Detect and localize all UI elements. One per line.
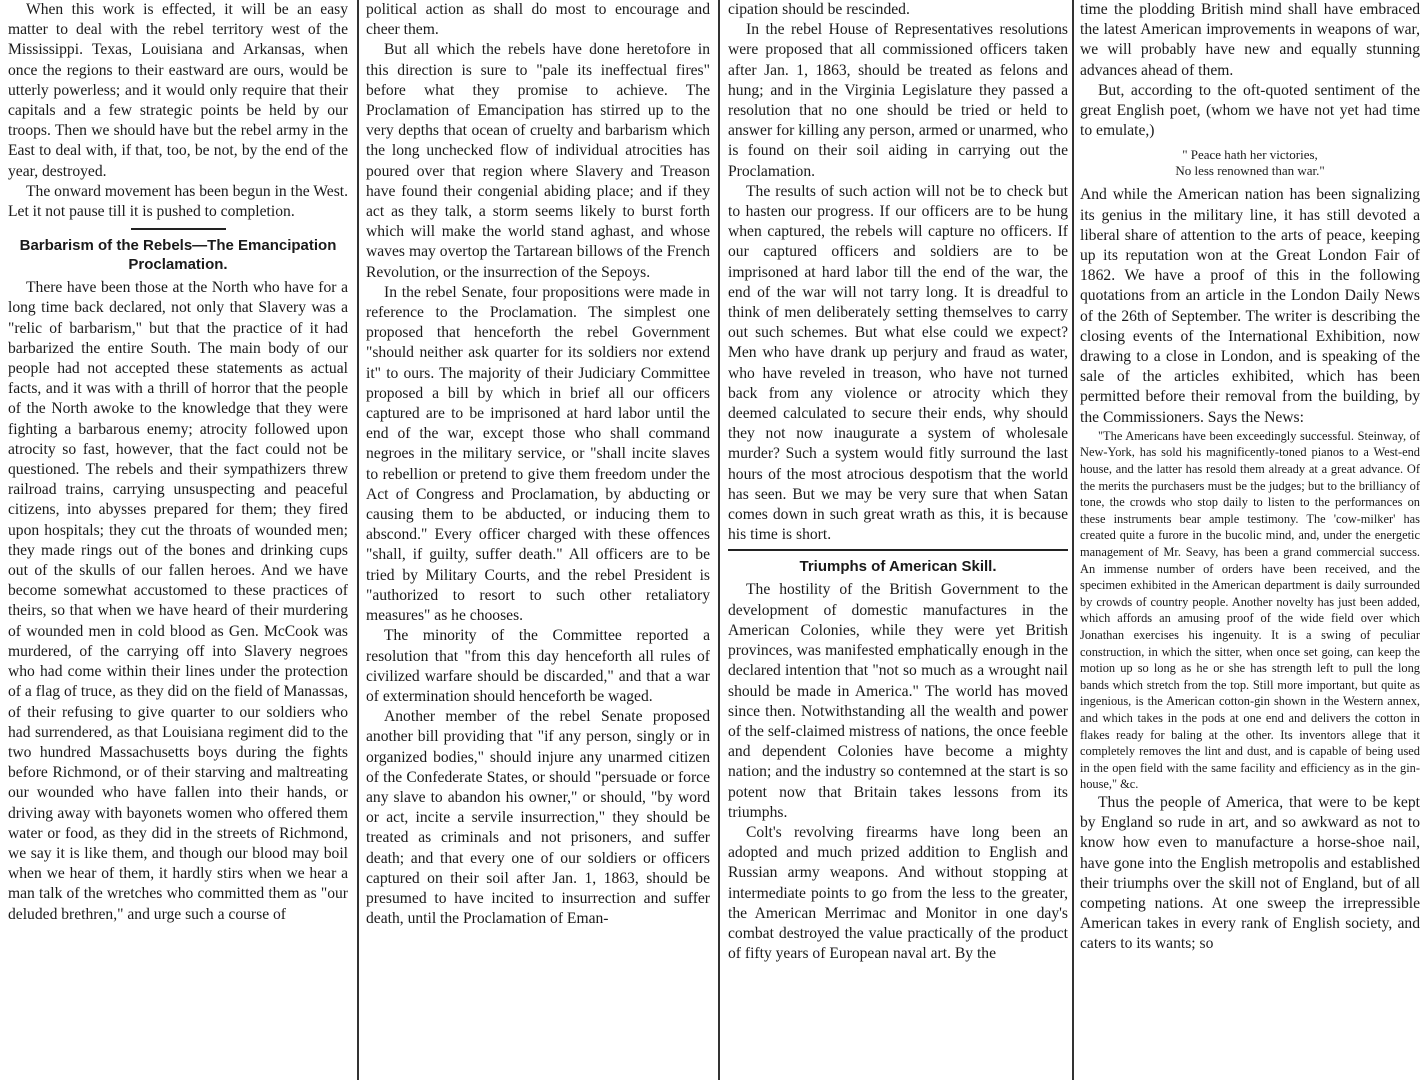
paragraph: In the rebel House of Representatives resolutions were proposed that all commissioned officers taken after Jan. 1, 1863, should be treated as felons and hung; and in the Virginia Legislature they passed a resolution that no one should be tried or held to answer for killing any person, armed or unarmed, who is found on their soil aiding in carrying out the Proclamation.	[728, 21, 1068, 180]
column-1	[8, 0, 348, 1080]
column-divider	[1072, 0, 1074, 1080]
verse-quote	[1080, 147, 1420, 179]
column-3	[728, 0, 1068, 1080]
paragraph: The minority of the Committee reported a resolution that "from this day henceforth all rules of civilized warfare should be discarded," and that a war of extermination should henceforth be waged.	[366, 627, 710, 705]
paragraph: The hostility of the British Government to the development of domestic manufactures in the American Colonies, while they were yet British provinces, was manifested emphatically enough in the declared intention that "not so much as a wrought nail should be made in America." The world has moved since then. Notwithstanding all the wealth and power of the self-claimed mistress of nations, the once feeble and dependent Colonies have become a mighty nation; and the industry so contemned at the start is so potent now that Britain takes lessons from its triumphs.	[728, 581, 1068, 821]
paragraph: In the rebel Senate, four propositions were made in reference to the Proclamation. The simplest one proposed that henceforth the rebel Government "should neither ask quarter for its soldiers nor extend it" to ours. The majority of their Judiciary Committee proposed a bill by which in brief all our officers captured are to be imprisoned at hard labor until the end of the war, except those who shall command negroes in the military service, or "shall incite slaves to rebellion or pretend to give them freedom under the Act of Congress and Proclamation, by abducting or causing them to be abducted, or inducing them to abscond." Every officer charged with these offences "shall, if guilty, suffer death." All officers are to be tried by Military Courts, and the rebel President is "authorized to resort to such other retaliatory measures" as he chooses.	[366, 283, 710, 625]
paragraph: There have been those at the North who have for a long time back declared, not only that Slavery was a "relic of barbarism," but that the practice of it had barbarized the entire South. The main body of our people had not accepted these statements as actual facts, and it was with a thrill of horror that the people of the North awoke to the knowledge that they were fighting a barbarous enemy; atrocity followed upon atrocity so fast, however, that the fact could not be questioned. The rebels and their sympathizers threw railroad trains, carrying unsuspecting and peaceful citizens, into abysses prepared for them; they fired upon hospitals; they cut the throats of wounded men; they made rings out of the bones and drinking cups out of the skulls of our fallen heroes. And we have become somewhat accustomed to these practices of theirs, so that when we have heard of their murdering of wounded men in cold blood as Gen. McCook was murdered, of the carrying off into Slavery negroes who had come within their lines under the protection of a flag of truce, as they did on the field of Manassas, of their refusing to give quarter to our soldiers who had surrendered, as that Louisiana regiment did to the two hundred Massachusetts boys during the fights before Richmond, or of their starving and maltreating our wounded who have fallen into their hands, or driving away with bayonets women who offered them water or food, as they did in the streets of Richmond, we say it is like them, and though our blood may boil when we hear of them, it hardly stirs when we hear a man talk of the wretches who committed them as "our deluded brethren," and urge such a course of	[8, 279, 348, 923]
column-4	[1080, 0, 1420, 1080]
column-2	[366, 0, 710, 1080]
paragraph: But, according to the oft-quoted sentiment of the great English poet, (whom we have not yet had time to emulate,)	[1080, 81, 1420, 140]
paragraph: The onward movement has been begun in the West. Let it not pause till it is pushed to completion.	[8, 182, 348, 221]
paragraph: political action as shall do most to encourage and cheer them.	[366, 1, 710, 39]
paragraph: time the plodding British mind shall have embraced the latest American improvements in weapons of war, we will probably have new and equally stunning advances ahead of them.	[1080, 1, 1420, 79]
verse-line: No less renowned than war."	[1175, 163, 1325, 179]
paragraph: But all which the rebels have done heretofore in this direction is sure to "pale its ineffectual fires" before what they promise to achieve. The Proclamation of Emancipation has stirred up to the very depths that ocean of cruelty and barbarism which the long unchecked flow of individual atrocities has poured over that region where Slavery and Treason have found their congenial abiding place; and if they act as they talk, a storm seems likely to burst forth which will make the world stand aghast, and whose waves may overtop the Tartarean billows of the French Revolution, or the insurrection of the Sepoys.	[366, 41, 710, 281]
paragraph: Thus the people of America, that were to be kept by England so rude in art, and so awkward as not to know how even to manufacture a horse-shoe nail, have gone into the English metropolis and established their triumphs over the skill not of England, but of all competing nations. At one sweep the irrepressible American takes in every rank of English society, and caters to its wants; so	[1080, 793, 1420, 953]
paragraph: The results of such action will not be to check but to hasten our progress. If our officers are to be hung when captured, the rebels will capture no officers. If our captured officers and soldiers are to be imprisoned at hard labor till the end of the war, the end of the war will not tarry long. It is dreadful to think of men deliberately setting themselves to carry out such schemes. But what else could we expect? Men who have drank up perjury and fraud as water, who have reveled in treason, who have not turned back from any violence or atrocity which they deemed calculated to secure their ends, why should they not now inaugurate a system of wholesale murder? Such a system would fitly surround the last hours of the most atrocious despotism that the world has seen. But we may be very sure that when Satan comes down in such great wrath as this, it is because his time is short.	[728, 182, 1068, 544]
quoted-excerpt: "The Americans have been exceedingly successful. Steinway, of New-York, has sold his magnificently-toned pianos to a West-end house, and the latter has resold them already at a great advance. Of the merits the purchasers must be the judges; but to the brilliancy of tone, the crowds who stop daily to listen to the performances on these instruments bear ample testimony. The 'cow-milker' has created quite a furore in the bucolic mind, and, under the energetic management of Mr. Seavy, has been a grand commercial success. An immense number of orders have been received, and the specimen exhibited in the American department is daily surrounded by crowds of country people. Another novelty has just been added, which affords an amusing proof of the wide field over which Jonathan exercises his ingenuity. It is a swing of peculiar construction, in which the sitter, when once set going, can keep the motion up so long as he or she has strength left to pull the long bands which stretch from the top. Still more important, but quite as ingenious, is the American cotton-gin shown in the Western annex, and which takes in the pods at one end and delivers the cotton in flakes ready for baling at the other. Its inventors allege that it completely removes the lint and dust, and is capable of being used in the open field with the same facility and efficiency as in the gin-house," &c.	[1080, 428, 1420, 792]
section-rule	[728, 549, 1068, 551]
article-heading: Triumphs of American Skill.	[799, 558, 997, 576]
column-divider	[357, 0, 359, 1080]
paragraph: Another member of the rebel Senate proposed another bill providing that "if any person, singly or in organized bodies," should injure any unarmed citizen of the Confederate States, or should "persuade or force any slave to abandon his owner," or should, "by word or act, incite a servile insurrection," they should be treated as criminals and not prisoners, and suffer death; and that every one of our soldiers or officers captured on their soil after Jan. 1, 1863, should be presumed to have incited to insurrection and suffer death, until the Proclamation of Eman-	[366, 708, 710, 928]
article-heading: Barbarism of the Rebels—The Emancipation Proclamation.	[19, 237, 337, 274]
paragraph: cipation should be rescinded.	[728, 1, 910, 18]
paragraph: And while the American nation has been signalizing its genius in the military line, it has still devoted a liberal share of attention to the arts of peace, keeping up its reputation won at the Great London Fair of 1862. We have a proof of this in the following quotations from an article in the London Daily News of the 26th of September. The writer is describing the closing events of the International Exhibition, now drawing to a close in London, and is speaking of the sale of the articles exhibited, which has been permitted before their removal from the building, by the Commissioners. Says the News:	[1080, 186, 1420, 426]
paragraph: Colt's revolving firearms have long been an adopted and much prized addition to English and Russian army weapons. And without stopping at intermediate points to go from the less to the greater, the American Merrimac and Monitor in one day's combat destroyed the value practically of the product of fifty years of European naval art. By the	[728, 823, 1068, 963]
paragraph: When this work is effected, it will be an easy matter to deal with the rebel territory west of the Mississippi. Texas, Louisiana and Arkansas, when once the regions to their eastward are ours, would be utterly powerless; and it would only require that their capitals and a few strategic points be held by our troops. Then we should have but the rebel army in the East to deal with, if that, too, be not, by the end of the year, destroyed.	[8, 1, 348, 180]
verse-line: " Peace hath her victories,	[1182, 147, 1318, 163]
section-rule	[131, 228, 226, 230]
column-divider	[718, 0, 720, 1080]
